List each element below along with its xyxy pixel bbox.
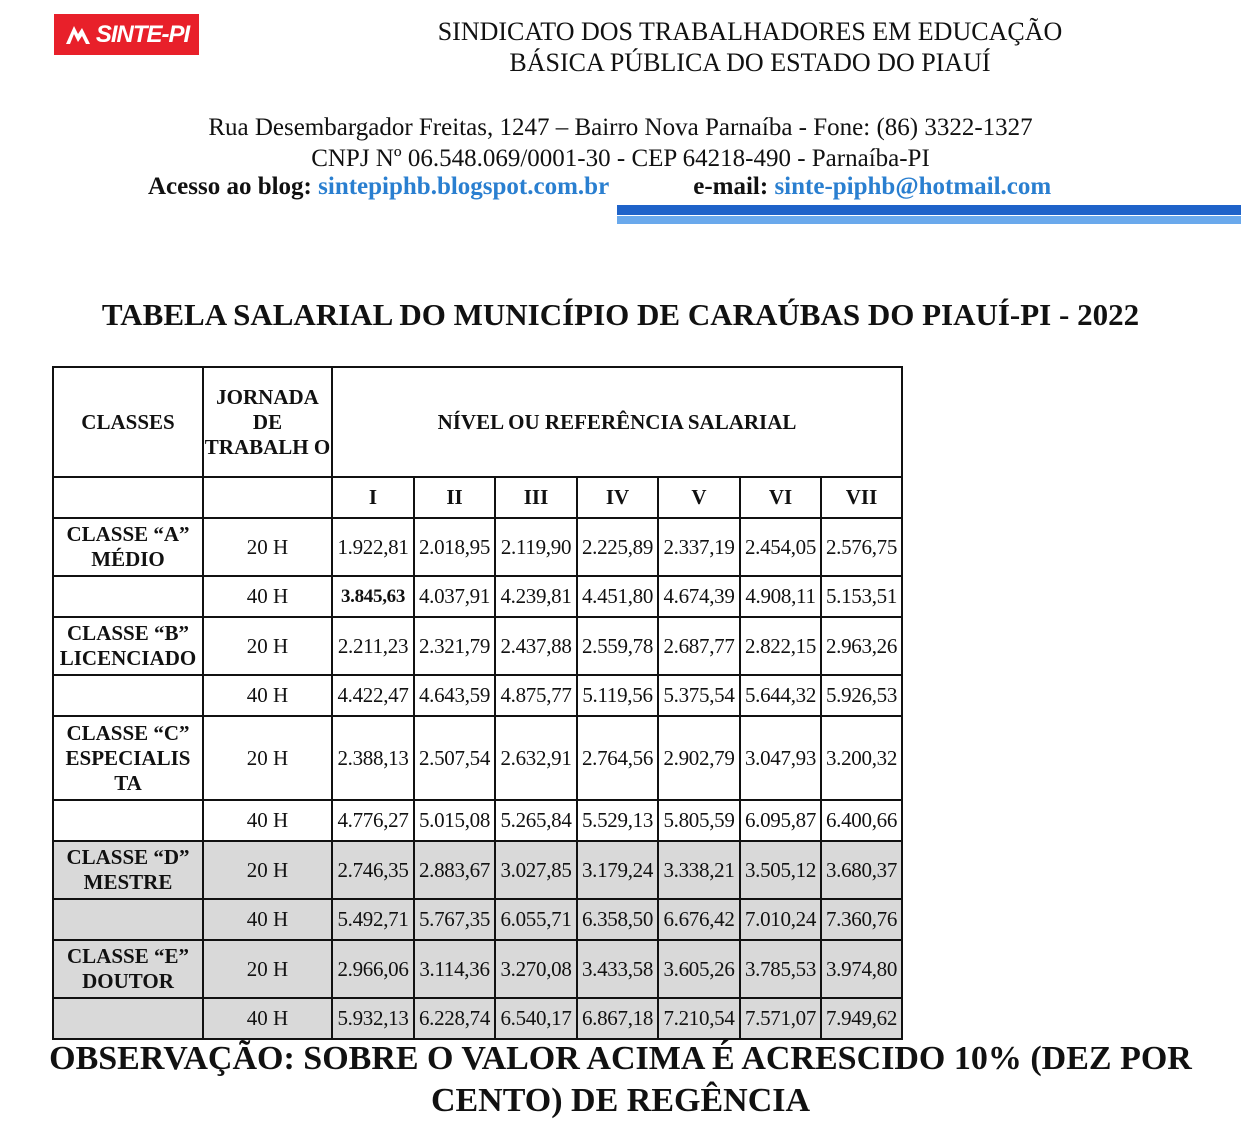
salary-value-cell: 2.687,77 xyxy=(658,617,740,675)
salary-value-cell: 2.454,05 xyxy=(740,518,821,576)
salary-value-cell: 2.388,13 xyxy=(332,716,414,800)
salary-value-cell: 6.867,18 xyxy=(577,998,658,1039)
class-cell: CLASSE “A” MÉDIO xyxy=(53,518,203,576)
jornada-cell: 40 H xyxy=(203,576,332,617)
jornada-cell: 40 H xyxy=(203,998,332,1039)
salary-value-cell: 2.337,19 xyxy=(658,518,740,576)
level-header: II xyxy=(414,477,495,518)
salary-value-cell: 6.676,42 xyxy=(658,899,740,940)
salary-value-cell: 2.764,56 xyxy=(577,716,658,800)
salary-value-cell: 2.225,89 xyxy=(577,518,658,576)
sinte-pi-logo xyxy=(54,14,199,55)
salary-value-cell: 2.883,67 xyxy=(414,841,495,899)
table-row xyxy=(53,716,902,800)
salary-value-cell: 2.902,79 xyxy=(658,716,740,800)
salary-value-cell: 6.228,74 xyxy=(414,998,495,1039)
class-cell xyxy=(53,800,203,841)
salary-value-cell: 5.644,32 xyxy=(740,675,821,716)
address-block xyxy=(0,112,1241,174)
observation-note: OBSERVAÇÃO: SOBRE O VALOR ACIMA É ACRESCIDO 10% (DEZ POR CENTO) DE REGÊNCIA xyxy=(49,1040,1192,1119)
salary-value-cell: 6.400,66 xyxy=(821,800,902,841)
class-cell: CLASSE “E” DOUTOR xyxy=(53,940,203,998)
logo-emblem-icon xyxy=(64,20,92,50)
salary-value-cell: 2.321,79 xyxy=(414,617,495,675)
class-cell: CLASSE “D” MESTRE xyxy=(53,841,203,899)
salary-value-cell: 6.358,50 xyxy=(577,899,658,940)
salary-value-cell: 7.571,07 xyxy=(740,998,821,1039)
contact-links xyxy=(148,173,1051,201)
salary-value-cell: 4.037,91 xyxy=(414,576,495,617)
salary-value-cell: 1.922,81 xyxy=(332,518,414,576)
salary-value-cell: 3.027,85 xyxy=(495,841,577,899)
salary-value-cell: 5.492,71 xyxy=(332,899,414,940)
class-cell: CLASSE “C” ESPECIALIS TA xyxy=(53,716,203,800)
jornada-cell: 20 H xyxy=(203,716,332,800)
org-line-2: BÁSICA PÚBLICA DO ESTADO DO PIAUÍ xyxy=(509,48,991,77)
salary-value-cell: 4.451,80 xyxy=(577,576,658,617)
salary-value-cell: 3.338,21 xyxy=(658,841,740,899)
salary-value-cell: 4.776,27 xyxy=(332,800,414,841)
salary-value-cell: 4.908,11 xyxy=(740,576,821,617)
blog-label: Acesso ao blog: xyxy=(148,173,312,200)
table-row xyxy=(53,998,902,1039)
salary-value-cell: 7.360,76 xyxy=(821,899,902,940)
salary-table xyxy=(52,366,903,1040)
jornada-cell: 20 H xyxy=(203,617,332,675)
table-row xyxy=(53,518,902,576)
salary-value-cell: 3.433,58 xyxy=(577,940,658,998)
salary-value-cell: 4.875,77 xyxy=(495,675,577,716)
level-header: VI xyxy=(740,477,821,518)
salary-value-cell: 2.507,54 xyxy=(414,716,495,800)
salary-value-cell: 2.632,91 xyxy=(495,716,577,800)
salary-value-cell: 5.805,59 xyxy=(658,800,740,841)
blog-link[interactable]: sintepiphb.blogspot.com.br xyxy=(318,173,609,200)
header-jornada: JORNADA DE TRABALH O xyxy=(203,367,332,477)
jornada-cell: 40 H xyxy=(203,800,332,841)
salary-value-cell: 3.270,08 xyxy=(495,940,577,998)
salary-value-cell: 5.015,08 xyxy=(414,800,495,841)
salary-value-cell: 5.932,13 xyxy=(332,998,414,1039)
salary-value-cell: 3.114,36 xyxy=(414,940,495,998)
salary-value-cell: 7.949,62 xyxy=(821,998,902,1039)
salary-value-cell: 4.239,81 xyxy=(495,576,577,617)
salary-value-cell: 3.974,80 xyxy=(821,940,902,998)
table-row xyxy=(53,617,902,675)
salary-value-cell: 4.643,59 xyxy=(414,675,495,716)
salary-value-cell: 2.746,35 xyxy=(332,841,414,899)
salary-value-cell: 3.680,37 xyxy=(821,841,902,899)
class-cell xyxy=(53,899,203,940)
jornada-cell: 40 H xyxy=(203,899,332,940)
salary-value-cell: 2.559,78 xyxy=(577,617,658,675)
organization-name xyxy=(380,16,1120,78)
logo-text: SINTE-PI xyxy=(95,20,190,48)
salary-value-cell: 7.010,24 xyxy=(740,899,821,940)
document-title: TABELA SALARIAL DO MUNICÍPIO DE CARAÚBAS DO PIAUÍ-PI - 2022 xyxy=(101,297,1140,332)
header-empty-cell xyxy=(53,477,203,518)
address-line-2: CNPJ Nº 06.548.069/0001-30 - CEP 64218-490 - Parnaíba-PI xyxy=(311,145,930,172)
salary-value-cell: 3.505,12 xyxy=(740,841,821,899)
salary-value-cell: 3.047,93 xyxy=(740,716,821,800)
salary-value-cell: 6.540,17 xyxy=(495,998,577,1039)
salary-value-cell: 5.119,56 xyxy=(577,675,658,716)
table-row xyxy=(53,800,902,841)
salary-value-cell: 3.845,63 xyxy=(332,576,414,617)
level-header: V xyxy=(658,477,740,518)
table-row xyxy=(53,675,902,716)
salary-value-cell: 3.200,32 xyxy=(821,716,902,800)
header-divider-bar-light xyxy=(617,216,1241,224)
jornada-cell: 40 H xyxy=(203,675,332,716)
header-divider-bar xyxy=(617,205,1241,215)
salary-value-cell: 3.179,24 xyxy=(577,841,658,899)
class-cell xyxy=(53,576,203,617)
salary-value-cell: 5.375,54 xyxy=(658,675,740,716)
salary-value-cell: 3.785,53 xyxy=(740,940,821,998)
salary-value-cell: 5.153,51 xyxy=(821,576,902,617)
level-header: VII xyxy=(821,477,902,518)
salary-value-cell: 2.822,15 xyxy=(740,617,821,675)
salary-value-cell: 7.210,54 xyxy=(658,998,740,1039)
salary-value-cell: 2.119,90 xyxy=(495,518,577,576)
level-header: I xyxy=(332,477,414,518)
email-label: e-mail: xyxy=(693,173,769,200)
salary-value-cell: 2.018,95 xyxy=(414,518,495,576)
salary-value-cell: 6.055,71 xyxy=(495,899,577,940)
jornada-cell: 20 H xyxy=(203,940,332,998)
class-cell: CLASSE “B” LICENCIADO xyxy=(53,617,203,675)
header-classes: CLASSES xyxy=(53,367,203,477)
level-header: III xyxy=(495,477,577,518)
salary-value-cell: 4.422,47 xyxy=(332,675,414,716)
header-empty-cell xyxy=(203,477,332,518)
class-cell xyxy=(53,998,203,1039)
salary-value-cell: 6.095,87 xyxy=(740,800,821,841)
email-link[interactable]: sinte-piphb@hotmail.com xyxy=(774,173,1052,200)
salary-value-cell: 2.963,26 xyxy=(821,617,902,675)
table-row xyxy=(53,899,902,940)
salary-value-cell: 2.576,75 xyxy=(821,518,902,576)
level-header: IV xyxy=(577,477,658,518)
header-nivel: NÍVEL OU REFERÊNCIA SALARIAL xyxy=(332,367,902,477)
salary-value-cell: 2.211,23 xyxy=(332,617,414,675)
table-row xyxy=(53,940,902,998)
salary-value-cell: 5.265,84 xyxy=(495,800,577,841)
salary-value-cell: 2.437,88 xyxy=(495,617,577,675)
class-cell xyxy=(53,675,203,716)
salary-value-cell: 3.605,26 xyxy=(658,940,740,998)
salary-value-cell: 5.767,35 xyxy=(414,899,495,940)
salary-value-cell: 2.966,06 xyxy=(332,940,414,998)
table-row xyxy=(53,576,902,617)
jornada-cell: 20 H xyxy=(203,841,332,899)
jornada-cell: 20 H xyxy=(203,518,332,576)
salary-value-cell: 5.529,13 xyxy=(577,800,658,841)
salary-value-cell: 5.926,53 xyxy=(821,675,902,716)
address-line-1: Rua Desembargador Freitas, 1247 – Bairro Nova Parnaíba - Fone: (86) 3322-1327 xyxy=(208,114,1033,141)
org-line-1: SINDICATO DOS TRABALHADORES EM EDUCAÇÃO xyxy=(437,17,1063,46)
salary-value-cell: 4.674,39 xyxy=(658,576,740,617)
table-row xyxy=(53,841,902,899)
